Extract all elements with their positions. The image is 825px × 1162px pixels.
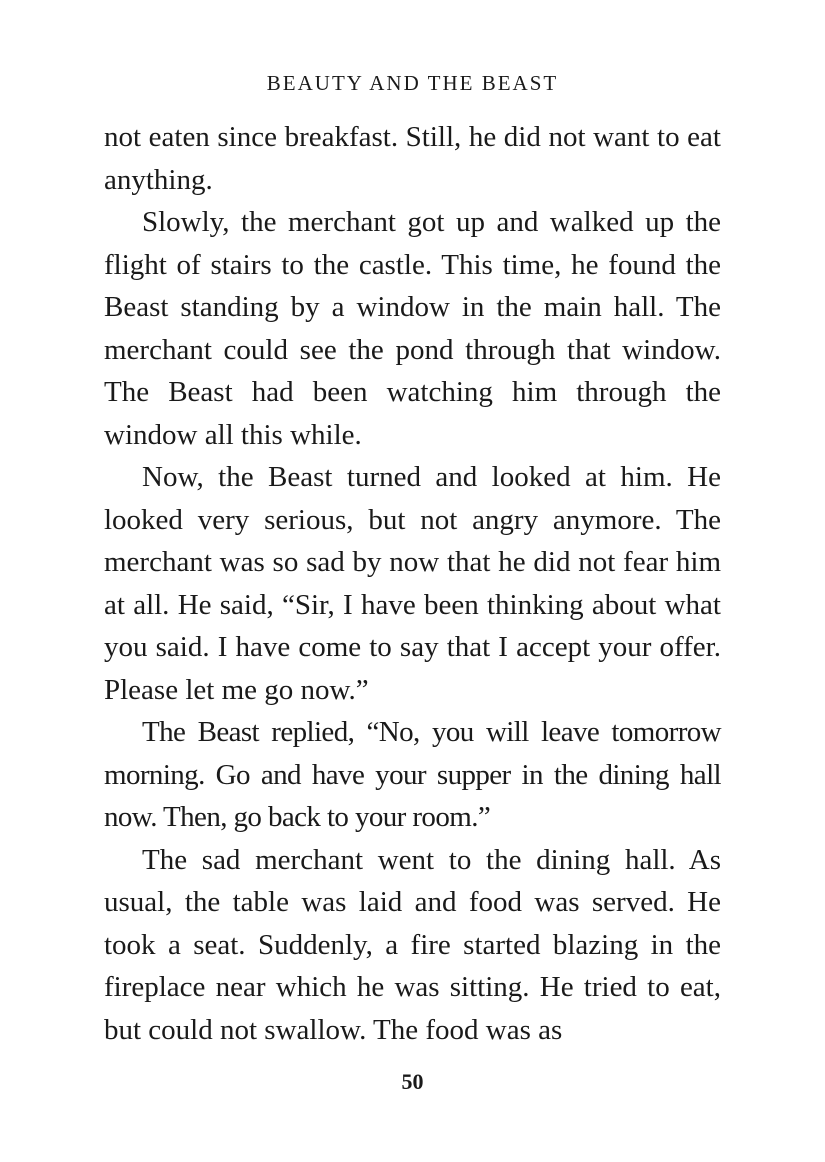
page-number: 50 (401, 1069, 424, 1094)
paragraph: The Beast replied, “No, you will leave tomorrow morning. Go and have your supper in the dining hall now. Then, go back to your room.” (104, 716, 721, 833)
body-text (104, 116, 721, 1051)
running-header: BEAUTY AND THE BEAST (266, 71, 559, 95)
paragraph: Slowly, the merchant got up and walked up the flight of stairs to the castle. This time, he found the Beast standing by a window in the main hall. The merchant could see the pond through that window. The Beast had been watching him through the window all this while. (104, 206, 721, 451)
paragraph: The sad merchant went to the dining hall. As usual, the table was laid and food was served. He took a seat. Suddenly, a fire started blazing in the fireplace near which he was sitting. He tried to eat, but could not swallow. The food was as (104, 843, 721, 1046)
paragraph: not eaten since breakfast. Still, he did not want to eat anything. (104, 121, 721, 196)
paragraph: Now, the Beast turned and looked at him. He looked very serious, but not angry anymore. The merchant was so sad by now that he did not fear him at all. He said, “Sir, I have been thinking about what you said. I have come to say that I accept your offer. Please let me go now.” (104, 461, 721, 706)
